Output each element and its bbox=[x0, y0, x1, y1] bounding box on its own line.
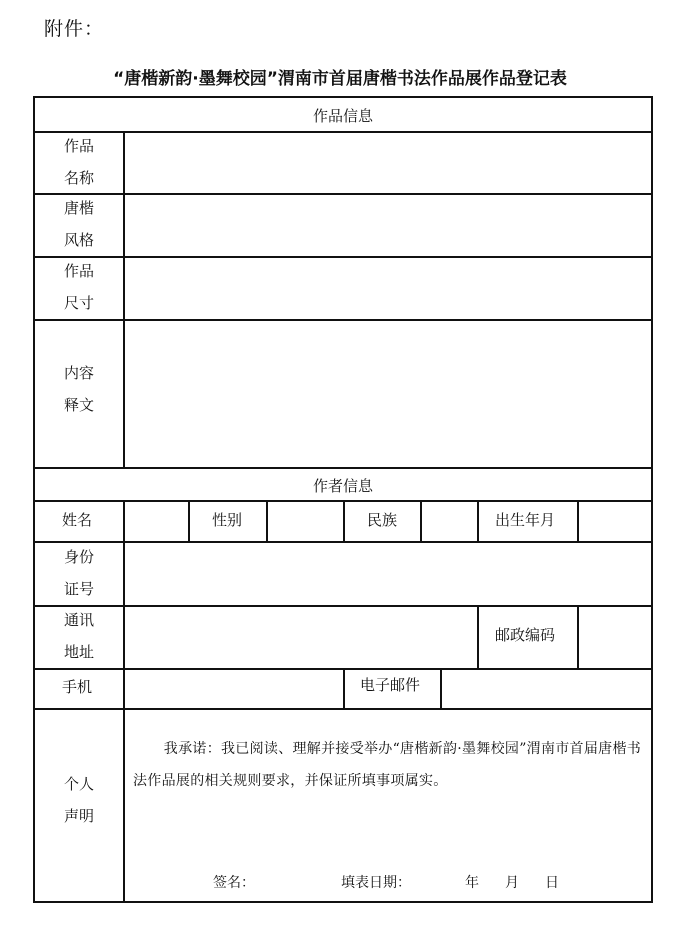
author-name-label: 姓名 bbox=[62, 511, 93, 529]
address-label bbox=[35, 604, 123, 668]
phone-label: 手机 bbox=[62, 678, 93, 696]
col-divider bbox=[477, 500, 479, 541]
col-divider bbox=[123, 500, 125, 541]
registration-form bbox=[33, 96, 653, 903]
col-divider bbox=[343, 500, 345, 541]
col-divider bbox=[123, 605, 125, 668]
work-info-heading: 作品信息 bbox=[312, 107, 373, 125]
col-divider bbox=[123, 668, 125, 708]
attachment-label: 附件： bbox=[44, 18, 105, 40]
id-label-line2: 证号 bbox=[63, 580, 94, 598]
address-label-line2: 地址 bbox=[63, 643, 94, 661]
col-divider bbox=[123, 541, 125, 605]
size-label-line1: 作品 bbox=[63, 262, 94, 280]
row-divider bbox=[35, 467, 651, 469]
form-title: “唐楷新韵·墨舞校园”渭南市首届唐楷书法作品展作品登记表 bbox=[113, 69, 567, 89]
col-divider bbox=[420, 500, 422, 541]
work-name-label bbox=[35, 130, 123, 194]
signature-label: 签名： bbox=[213, 875, 255, 891]
col-divider bbox=[188, 500, 190, 541]
id-label-line1: 身份 bbox=[63, 548, 94, 566]
id-number-label bbox=[35, 541, 123, 605]
col-divider bbox=[343, 668, 345, 708]
content-label bbox=[35, 357, 123, 421]
address-label-line1: 通讯 bbox=[63, 611, 94, 629]
month-label: 月 bbox=[505, 875, 519, 891]
row-divider bbox=[35, 605, 651, 607]
row-divider bbox=[35, 256, 651, 258]
ethnicity-label: 民族 bbox=[367, 511, 398, 529]
birth-date-label: 出生年月 bbox=[495, 511, 556, 529]
row-divider bbox=[35, 708, 651, 710]
content-label-line1: 内容 bbox=[63, 364, 94, 382]
style-label-line1: 唐楷 bbox=[63, 199, 94, 217]
col-divider bbox=[577, 605, 579, 668]
row-divider bbox=[35, 541, 651, 543]
style-label bbox=[35, 192, 123, 256]
date-label: 填表日期： bbox=[341, 875, 411, 891]
col-divider bbox=[123, 131, 125, 467]
declaration-text: 我承诺：我已阅读、理解并接受举办“唐楷新韵·墨舞校园”渭南市首届唐楷书法作品展的相关规则要求，并保证所填事项属实。 bbox=[133, 741, 642, 789]
col-divider bbox=[577, 500, 579, 541]
col-divider bbox=[440, 668, 442, 708]
content-label-line2: 释文 bbox=[63, 396, 94, 414]
size-label-line2: 尺寸 bbox=[63, 294, 94, 312]
gender-label: 性别 bbox=[212, 511, 243, 529]
author-info-heading: 作者信息 bbox=[312, 477, 373, 495]
work-name-label-line1: 作品 bbox=[63, 137, 94, 155]
col-divider bbox=[266, 500, 268, 541]
size-label bbox=[35, 255, 123, 319]
row-divider bbox=[35, 319, 651, 321]
col-divider bbox=[477, 605, 479, 668]
row-divider bbox=[35, 193, 651, 195]
day-label: 日 bbox=[545, 875, 559, 891]
style-label-line2: 风格 bbox=[63, 231, 94, 249]
year-label: 年 bbox=[465, 875, 479, 891]
declaration-label-line2: 声明 bbox=[63, 807, 94, 825]
declaration-label-line1: 个人 bbox=[63, 775, 94, 793]
postcode-label: 邮政编码 bbox=[495, 626, 556, 644]
declaration-label bbox=[35, 768, 123, 832]
row-divider bbox=[35, 131, 651, 133]
email-label: 电子邮件 bbox=[360, 676, 421, 694]
work-name-label-line2: 名称 bbox=[63, 169, 94, 187]
col-divider bbox=[123, 708, 125, 901]
